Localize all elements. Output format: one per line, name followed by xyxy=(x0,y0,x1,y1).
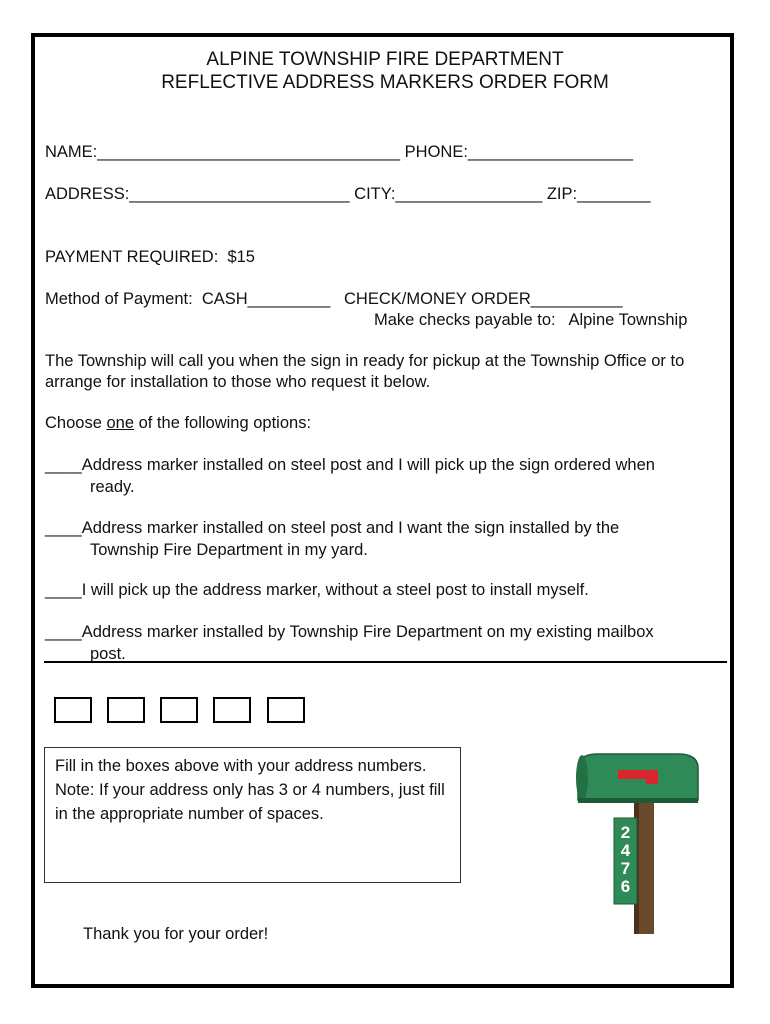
option-2-cont: Township Fire Department in my yard. xyxy=(90,541,368,559)
payment-required: PAYMENT REQUIRED: $15 xyxy=(45,248,255,266)
option-1[interactable] xyxy=(45,454,725,498)
checks-payable-note: Make checks payable to: Alpine Township xyxy=(374,311,688,329)
option-3-text: ____I will pick up the address marker, without a steel post to install myself. xyxy=(45,581,589,599)
choose-emphasis: one xyxy=(106,414,134,432)
address-digit-box-5[interactable] xyxy=(267,697,305,723)
option-4[interactable] xyxy=(45,621,725,665)
sign-digit-4: 6 xyxy=(620,877,631,896)
address-city-zip-fields[interactable]: ADDRESS:________________________ CITY:________________ ZIP:________ xyxy=(45,185,651,203)
option-2-text: ____Address marker installed on steel post and I want the sign installed by the xyxy=(45,519,620,537)
mailbox-icon xyxy=(568,748,704,940)
pickup-notice: The Township will call you when the sign in ready for pickup at the Township Office or to arrange for installation to those who request it below. xyxy=(45,352,685,391)
option-4-text: ____Address marker installed by Township Fire Department on my existing mailbox xyxy=(45,623,654,641)
option-4-cont: post. xyxy=(90,645,126,663)
address-digit-box-1[interactable] xyxy=(54,697,92,723)
choose-suffix: of the following options: xyxy=(134,414,312,432)
sign-digit-2: 4 xyxy=(620,841,631,860)
option-2[interactable] xyxy=(45,517,725,561)
address-digit-box-3[interactable] xyxy=(160,697,198,723)
payment-method[interactable]: Method of Payment: CASH_________ CHECK/MONEY ORDER__________ xyxy=(45,290,623,308)
address-digit-box-4[interactable] xyxy=(213,697,251,723)
name-phone-fields[interactable]: NAME:_________________________________ PHONE:__________________ xyxy=(45,143,634,161)
section-divider xyxy=(44,661,727,663)
form-title-line1: ALPINE TOWNSHIP FIRE DEPARTMENT xyxy=(206,49,564,70)
thank-you-message: Thank you for your order! xyxy=(83,925,269,943)
option-1-text: ____Address marker installed on steel post and I will pick up the sign ordered when xyxy=(45,456,655,474)
instructions-box xyxy=(44,747,461,883)
address-digit-box-2[interactable] xyxy=(107,697,145,723)
instructions-text: Fill in the boxes above with your address numbers. Note: If your address only has 3 or 4 numbers, just fill in the appropriate number of spaces. xyxy=(55,757,445,823)
sign-digit-1: 2 xyxy=(620,823,631,842)
option-3[interactable] xyxy=(45,579,725,601)
option-1-cont: ready. xyxy=(90,478,135,496)
sign-digit-3: 7 xyxy=(620,859,631,878)
choose-prefix: Choose xyxy=(45,414,107,432)
choose-instruction xyxy=(45,413,311,433)
form-title-line2: REFLECTIVE ADDRESS MARKERS ORDER FORM xyxy=(161,72,609,93)
